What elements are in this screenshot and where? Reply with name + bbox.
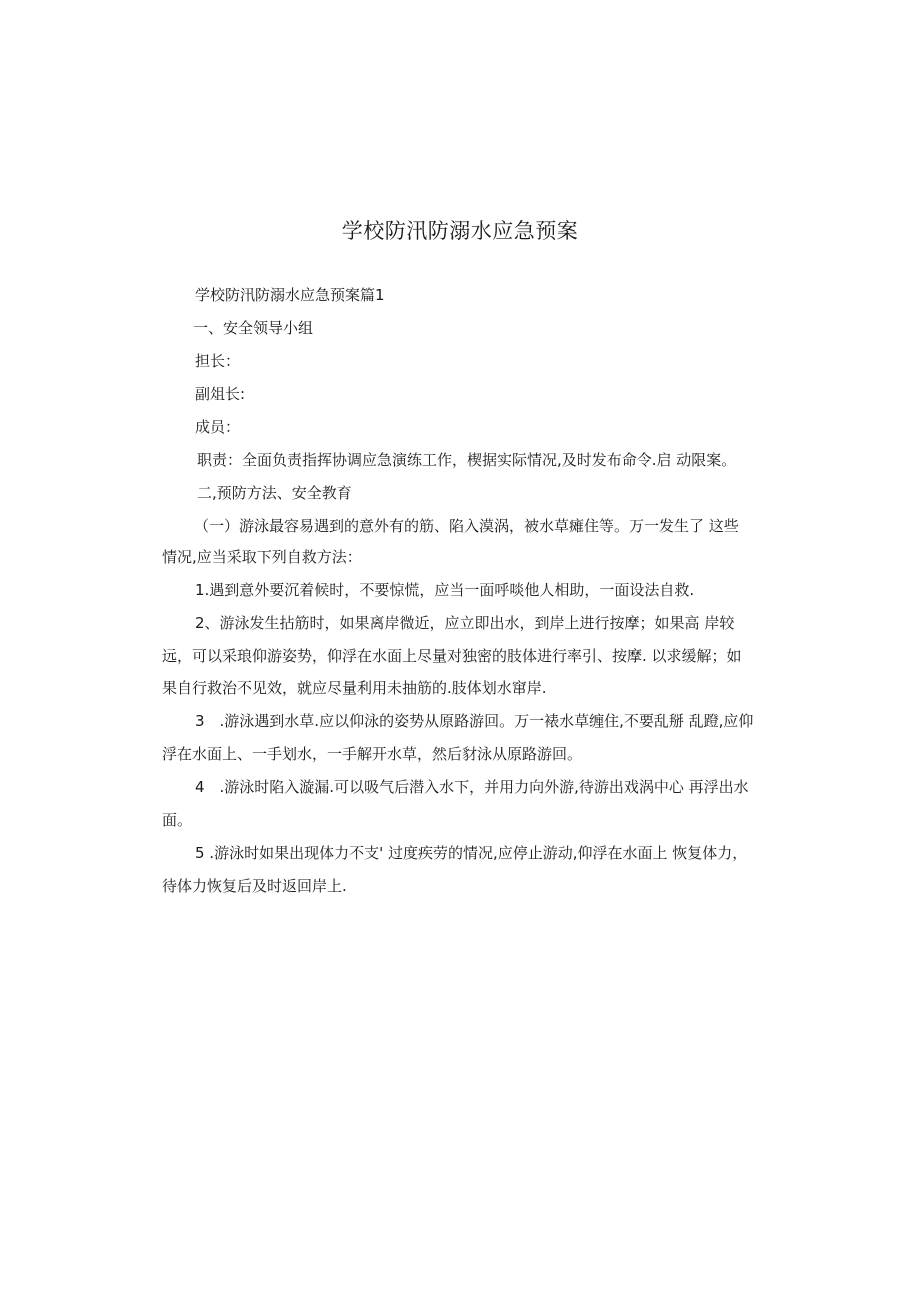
paragraph: 5 .游泳时如果出现体力不支' 过度疾劳的情况,应停止游动,仰浮在水面上 恢复体力， bbox=[195, 844, 748, 862]
paragraph: 职责：全面负责指挥协调应急演练工作，楔据实际情况,及时发布命令.启 动限案。 bbox=[197, 451, 737, 469]
paragraph: 3 .游泳遇到水草.应以仰泳的姿势从原路游回。万一裱水草缠住,不要乱掰 乱蹬,应仰 bbox=[195, 712, 754, 730]
paragraph: 待体力恢复后及时返回岸上. bbox=[162, 877, 347, 895]
section-heading: 学校防汛防溺水应急预案篇1 bbox=[195, 286, 385, 304]
paragraph: 果自行救治不见效，就应尽量利用未抽筋的.肢体划水窜岸. bbox=[162, 679, 547, 697]
paragraph: 1.遇到意外要沉着候时，不要惊慌，应当一面呼啖他人相助，一面设法自救. bbox=[195, 581, 695, 599]
paragraph: 成员： bbox=[195, 418, 241, 436]
paragraph: 4 .游泳时陷入漩漏.可以吸气后潜入水下，并用力向外游,待游出戏涡中心 再浮出水 bbox=[195, 778, 749, 796]
paragraph: 担长： bbox=[195, 352, 241, 370]
paragraph: （一）游泳最容易遇到的意外有的筋、陷入漠涡，被水草瘫住等。万一发生了 这些 bbox=[194, 517, 739, 535]
paragraph: 二,预防方法、安全教育 bbox=[197, 484, 352, 502]
paragraph: 一、安全领导小组 bbox=[193, 319, 314, 337]
paragraph: 情况,应当采取下列自救方法： bbox=[162, 548, 362, 566]
document-title: 学校防汛防溺水应急预案 bbox=[341, 219, 579, 243]
paragraph: 面。 bbox=[162, 811, 193, 829]
paragraph: 浮在水面上、一手划水，一手解开水草，然后豺泳从原路游回。 bbox=[162, 745, 583, 763]
paragraph: 远，可以采琅仰游姿势，仰浮在水面上尽量对独密的肢体进行率引、按摩. 以求缓解；如 bbox=[162, 647, 742, 665]
paragraph: 2、游泳发生拈筋时，如果离岸微近，应立即出水，到岸上进行按摩；如果高 岸较 bbox=[195, 614, 735, 632]
paragraph: 副俎长: bbox=[195, 385, 246, 403]
